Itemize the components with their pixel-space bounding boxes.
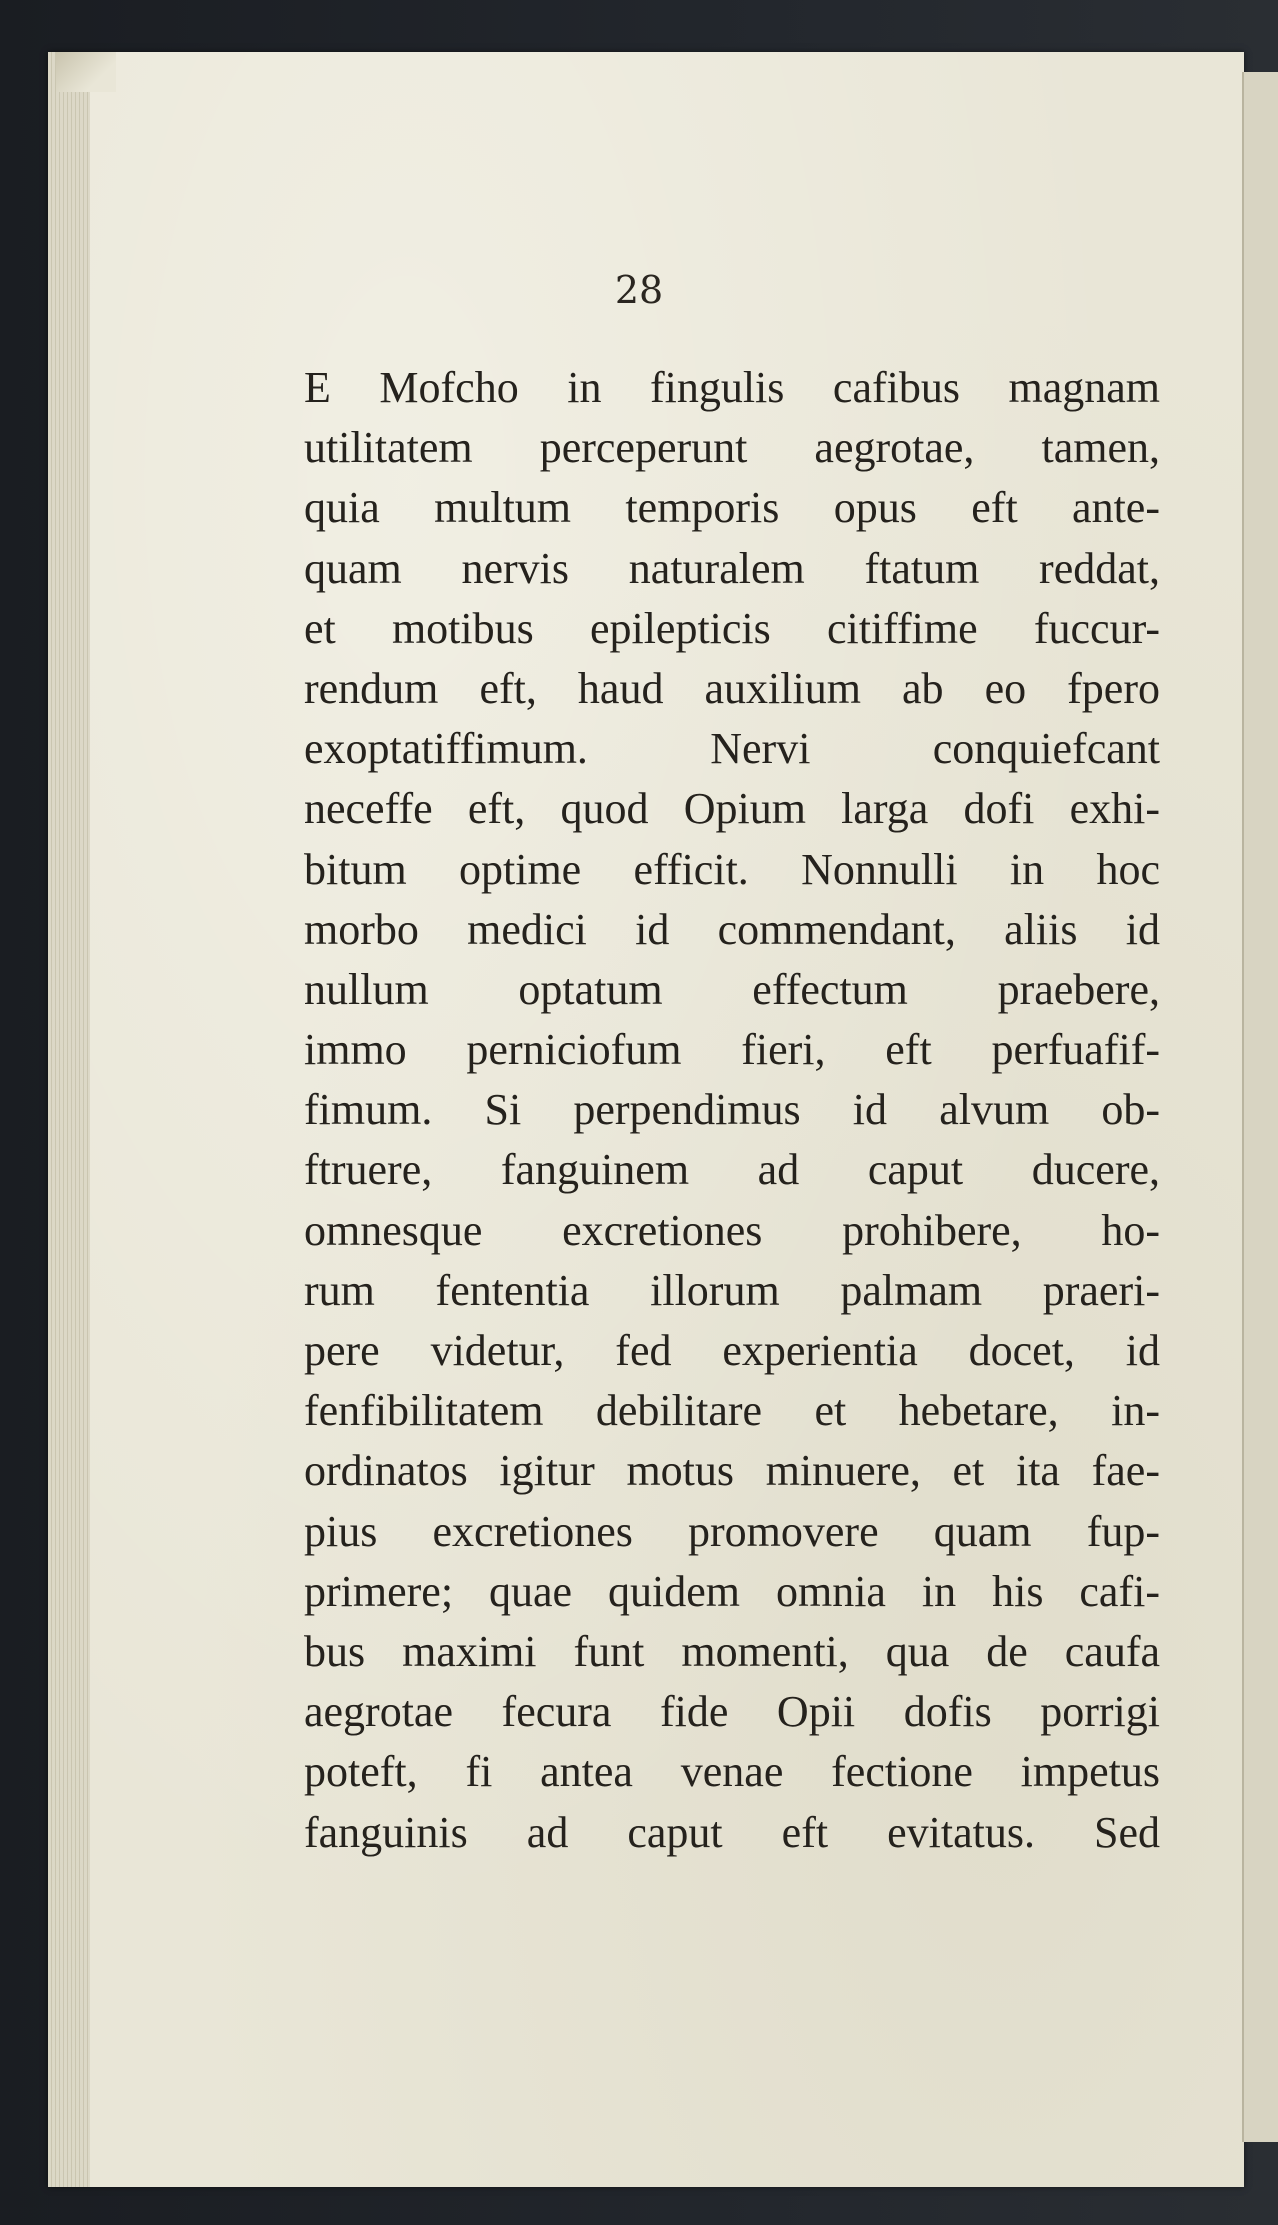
text-line: quam nervis naturalem ftatum reddat,	[304, 543, 1160, 593]
text-line: bus maximi funt momenti, qua de caufa	[304, 1626, 1160, 1676]
text-line: pius excretiones promovere quam fup-	[304, 1506, 1160, 1556]
text-line: rendum eft, haud auxilium ab eo fpero	[304, 663, 1160, 713]
text-line: aegrotae fecura fide Opii dofis porrigi	[304, 1687, 1160, 1737]
text-line: primere; quae quidem omnia in his cafi-	[304, 1566, 1160, 1616]
text-line: omnesque excretiones prohibere, ho-	[304, 1205, 1160, 1255]
text-line: rum fententia illorum palmam praeri-	[304, 1265, 1160, 1315]
page-number: 28	[614, 268, 664, 312]
text-line: utilitatem perceperunt aegrotae, tamen,	[304, 423, 1160, 473]
text-line: E Mofcho in fingulis cafibus magnam	[304, 363, 1160, 412]
page-stack-edge	[48, 52, 90, 2187]
text-line: ftruere, fanguinem ad caput ducere,	[304, 1145, 1160, 1195]
text-line: fanguinis ad caput eft evitatus. Sed	[304, 1807, 1160, 1857]
text-line: poteft, fi antea venae fectione impetus	[304, 1747, 1160, 1797]
text-line: immo perniciofum fieri, eft perfuafif-	[304, 1025, 1160, 1075]
text-line: morbo medici id commendant, aliis id	[304, 904, 1160, 954]
text-line: fimum. Si perpendimus id alvum ob-	[304, 1085, 1160, 1135]
text-line: exoptatiffimum. Nervi conquiefcant	[304, 724, 1160, 774]
corner-fold	[56, 52, 116, 92]
text-line: nullum optatum effectum praebere,	[304, 964, 1160, 1014]
facing-page-edge	[1242, 72, 1278, 2142]
text-line: et motibus epilepticis citiffime fuccur-	[304, 603, 1160, 653]
text-line: neceffe eft, quod Opium larga dofi exhi-	[304, 784, 1160, 834]
text-line: bitum optime efficit. Nonnulli in hoc	[304, 844, 1160, 894]
text-line: quia multum temporis opus eft ante-	[304, 483, 1160, 533]
text-line: fenfibilitatem debilitare et hebetare, in-	[304, 1386, 1160, 1436]
text-line: pere videtur, fed experientia docet, id	[304, 1326, 1160, 1375]
text-line: ordinatos igitur motus minuere, et ita fae-	[304, 1446, 1160, 1496]
body-text	[304, 358, 1160, 1863]
